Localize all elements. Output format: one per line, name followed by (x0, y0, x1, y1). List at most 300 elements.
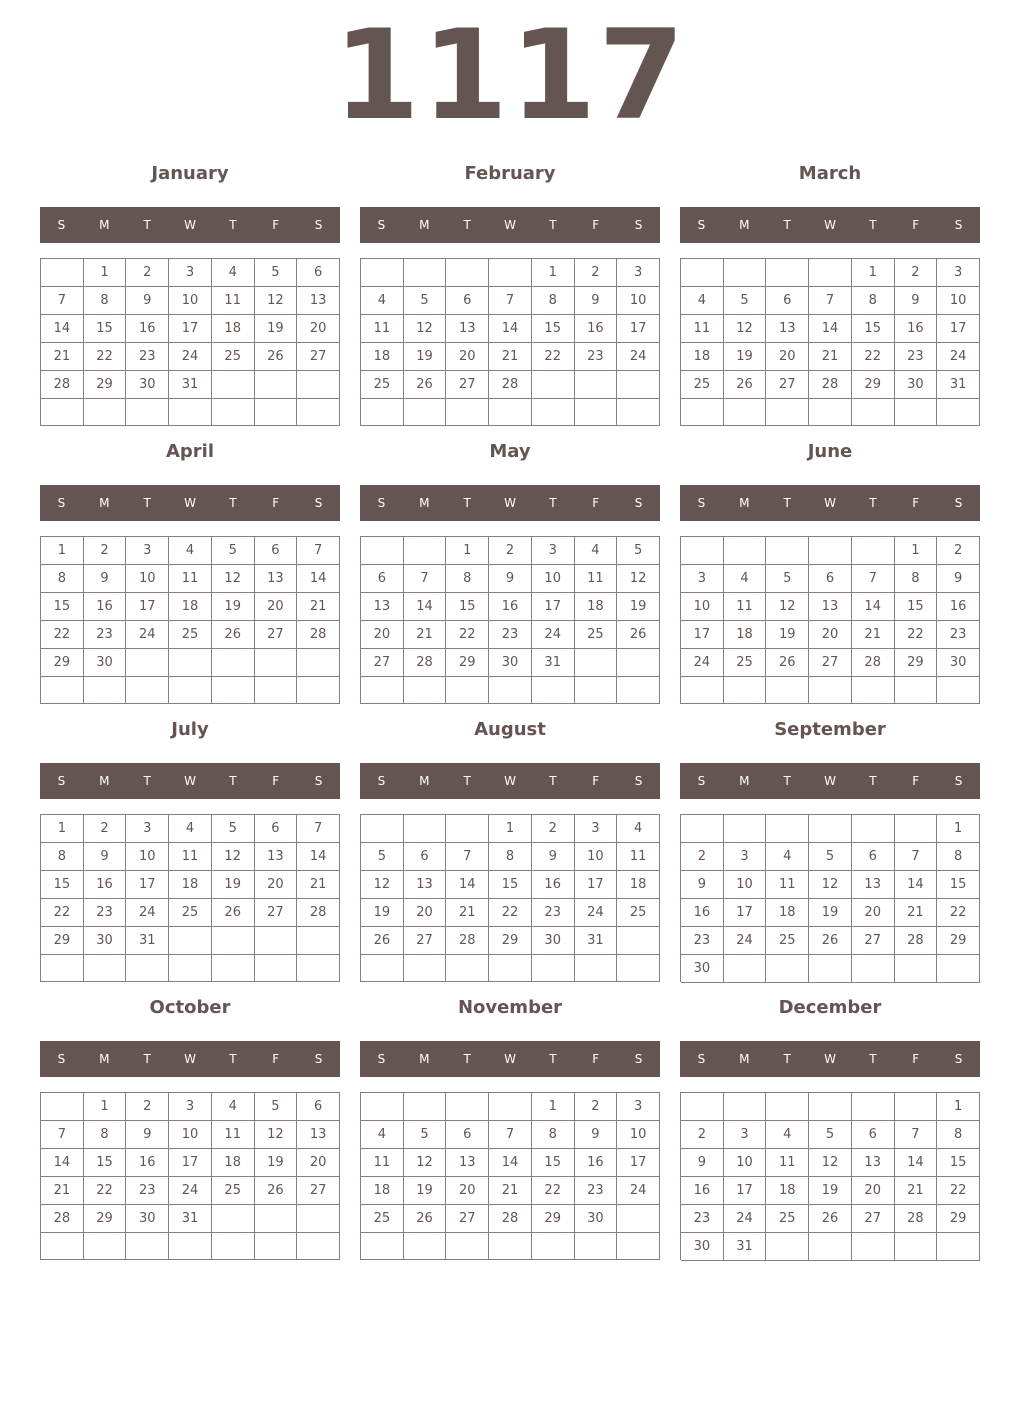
month-name: January (151, 163, 229, 184)
day-cell: 6 (766, 287, 809, 315)
day-cell: 18 (361, 343, 404, 371)
day-cell: 3 (617, 259, 660, 287)
day-cell: 25 (361, 371, 404, 399)
weekday-label: S (697, 1052, 706, 1066)
day-cell: 26 (617, 621, 660, 649)
empty-cell (937, 399, 980, 426)
day-cell: 7 (41, 1121, 84, 1149)
day-cell: 20 (255, 871, 298, 899)
day-grid (360, 536, 660, 704)
day-cell: 14 (404, 593, 447, 621)
day-cell: 23 (575, 1177, 618, 1205)
empty-cell (809, 1093, 852, 1121)
day-cell: 29 (84, 371, 127, 399)
day-cell: 31 (169, 371, 212, 399)
weekday-label: F (592, 496, 600, 510)
day-cell: 30 (84, 649, 127, 677)
day-cell: 16 (126, 1149, 169, 1177)
day-cell: 2 (681, 843, 724, 871)
day-cell: 26 (724, 371, 767, 399)
day-cell: 12 (809, 1149, 852, 1177)
day-cell: 9 (575, 287, 618, 315)
empty-cell (575, 955, 618, 982)
day-cell: 30 (126, 1205, 169, 1233)
day-cell: 12 (724, 315, 767, 343)
weekday-label: W (824, 218, 836, 232)
day-cell: 23 (532, 899, 575, 927)
day-cell: 28 (852, 649, 895, 677)
day-cell: 14 (41, 1149, 84, 1177)
day-cell: 21 (489, 343, 532, 371)
empty-cell (724, 677, 767, 704)
empty-cell (895, 955, 938, 983)
day-cell: 15 (532, 1149, 575, 1177)
day-cell: 13 (766, 315, 809, 343)
day-cell: 10 (575, 843, 618, 871)
weekday-label: W (824, 496, 836, 510)
month-may (360, 438, 660, 708)
day-cell: 13 (404, 871, 447, 899)
day-cell: 9 (681, 1149, 724, 1177)
empty-cell (297, 649, 340, 677)
empty-cell (169, 677, 212, 704)
day-cell: 21 (41, 1177, 84, 1205)
weekday-label: S (697, 496, 706, 510)
weekday-header (360, 207, 660, 243)
weekday-header (680, 207, 980, 243)
empty-cell (297, 955, 340, 982)
day-cell: 5 (809, 1121, 852, 1149)
day-cell: 5 (404, 1121, 447, 1149)
day-cell: 12 (404, 1149, 447, 1177)
day-cell: 27 (809, 649, 852, 677)
day-cell: 16 (126, 315, 169, 343)
day-cell: 10 (169, 287, 212, 315)
month-november (360, 994, 660, 1264)
empty-cell (169, 649, 212, 677)
day-cell: 18 (766, 1177, 809, 1205)
day-cell: 23 (937, 621, 980, 649)
empty-cell (255, 399, 298, 426)
day-cell: 13 (297, 287, 340, 315)
day-cell: 25 (361, 1205, 404, 1233)
day-cell: 20 (809, 621, 852, 649)
day-cell: 18 (724, 621, 767, 649)
day-cell: 30 (532, 927, 575, 955)
empty-cell (169, 955, 212, 982)
day-cell: 6 (255, 537, 298, 565)
day-cell: 10 (126, 565, 169, 593)
day-cell: 19 (212, 593, 255, 621)
day-cell: 27 (297, 343, 340, 371)
day-cell: 14 (297, 843, 340, 871)
day-cell: 5 (766, 565, 809, 593)
day-cell: 8 (895, 565, 938, 593)
weekday-header (40, 207, 340, 243)
empty-cell (126, 955, 169, 982)
empty-cell (489, 399, 532, 426)
day-cell: 16 (895, 315, 938, 343)
day-cell: 11 (766, 871, 809, 899)
day-cell: 22 (489, 899, 532, 927)
weekday-header (360, 485, 660, 521)
weekday-header (680, 485, 980, 521)
weekday-label: M (739, 1052, 750, 1066)
empty-cell (212, 399, 255, 426)
day-cell: 25 (766, 1205, 809, 1233)
day-cell: 4 (681, 287, 724, 315)
weekday-label: T (549, 496, 557, 510)
weekday-label: W (184, 218, 196, 232)
empty-cell (575, 1233, 618, 1260)
empty-cell (212, 1205, 255, 1233)
month-december (680, 994, 980, 1264)
day-cell: 29 (41, 649, 84, 677)
day-cell: 7 (41, 287, 84, 315)
day-cell: 12 (255, 1121, 298, 1149)
day-cell: 24 (126, 899, 169, 927)
day-cell: 24 (724, 1205, 767, 1233)
day-cell: 26 (809, 1205, 852, 1233)
empty-cell (404, 259, 447, 287)
day-cell: 7 (809, 287, 852, 315)
empty-cell (41, 677, 84, 704)
empty-cell (575, 399, 618, 426)
weekday-label: F (912, 774, 920, 788)
day-cell: 7 (489, 1121, 532, 1149)
weekday-label: S (377, 496, 386, 510)
day-cell: 14 (852, 593, 895, 621)
month-january (40, 160, 340, 430)
day-cell: 16 (532, 871, 575, 899)
day-cell: 22 (446, 621, 489, 649)
weekday-header (680, 1041, 980, 1077)
weekday-label: T (463, 218, 471, 232)
month-name: July (171, 719, 209, 740)
empty-cell (84, 677, 127, 704)
day-cell: 21 (895, 899, 938, 927)
empty-cell (532, 399, 575, 426)
day-cell: 2 (126, 259, 169, 287)
day-cell: 17 (169, 315, 212, 343)
day-cell: 10 (937, 287, 980, 315)
empty-cell (852, 1093, 895, 1121)
day-cell: 21 (297, 871, 340, 899)
day-cell: 11 (681, 315, 724, 343)
weekday-label: S (954, 1052, 963, 1066)
empty-cell (617, 1233, 660, 1260)
day-cell: 24 (575, 899, 618, 927)
day-cell: 24 (532, 621, 575, 649)
empty-cell (212, 1233, 255, 1260)
empty-cell (532, 677, 575, 704)
day-cell: 26 (766, 649, 809, 677)
empty-cell (361, 537, 404, 565)
weekday-label: S (697, 774, 706, 788)
day-grid (680, 814, 980, 982)
day-cell: 4 (575, 537, 618, 565)
empty-cell (212, 955, 255, 982)
empty-cell (937, 955, 980, 983)
day-cell: 27 (852, 1205, 895, 1233)
day-cell: 1 (532, 1093, 575, 1121)
day-cell: 1 (852, 259, 895, 287)
month-name: August (474, 719, 546, 740)
month-name: May (489, 441, 531, 462)
empty-cell (404, 815, 447, 843)
empty-cell (937, 677, 980, 704)
day-cell: 13 (852, 871, 895, 899)
day-cell: 11 (766, 1149, 809, 1177)
month-name: March (798, 163, 862, 184)
empty-cell (617, 649, 660, 677)
day-cell: 27 (255, 621, 298, 649)
empty-cell (617, 371, 660, 399)
empty-cell (681, 399, 724, 426)
day-cell: 15 (895, 593, 938, 621)
day-cell: 5 (212, 537, 255, 565)
day-cell: 6 (852, 1121, 895, 1149)
day-cell: 19 (404, 343, 447, 371)
day-cell: 3 (169, 1093, 212, 1121)
day-cell: 10 (724, 1149, 767, 1177)
day-cell: 11 (575, 565, 618, 593)
weekday-header (360, 1041, 660, 1077)
day-cell: 3 (126, 815, 169, 843)
empty-cell (895, 677, 938, 704)
empty-cell (489, 259, 532, 287)
day-cell: 12 (361, 871, 404, 899)
day-cell: 4 (361, 1121, 404, 1149)
day-cell: 27 (297, 1177, 340, 1205)
weekday-header (680, 763, 980, 799)
empty-cell (446, 1093, 489, 1121)
empty-cell (766, 815, 809, 843)
day-cell: 10 (532, 565, 575, 593)
day-cell: 30 (489, 649, 532, 677)
day-cell: 16 (84, 871, 127, 899)
empty-cell (255, 927, 298, 955)
empty-cell (255, 1205, 298, 1233)
empty-cell (255, 955, 298, 982)
empty-cell (617, 399, 660, 426)
day-cell: 17 (575, 871, 618, 899)
day-cell: 24 (126, 621, 169, 649)
weekday-label: M (99, 218, 110, 232)
day-cell: 8 (937, 1121, 980, 1149)
day-cell: 22 (84, 343, 127, 371)
month-name: September (774, 719, 886, 740)
day-cell: 7 (895, 1121, 938, 1149)
day-cell: 22 (84, 1177, 127, 1205)
day-cell: 6 (809, 565, 852, 593)
day-cell: 23 (489, 621, 532, 649)
weekday-label: T (463, 1052, 471, 1066)
weekday-label: T (783, 218, 791, 232)
day-cell: 23 (126, 343, 169, 371)
day-cell: 8 (41, 843, 84, 871)
day-cell: 31 (126, 927, 169, 955)
empty-cell (404, 1233, 447, 1260)
empty-cell (84, 1233, 127, 1260)
day-grid (680, 536, 980, 704)
weekday-label: T (869, 218, 877, 232)
day-cell: 9 (126, 287, 169, 315)
day-cell: 22 (532, 1177, 575, 1205)
day-cell: 6 (297, 259, 340, 287)
weekday-label: F (592, 1052, 600, 1066)
day-cell: 9 (532, 843, 575, 871)
empty-cell (41, 1093, 84, 1121)
day-cell: 3 (681, 565, 724, 593)
weekday-label: S (377, 774, 386, 788)
month-name: November (457, 997, 563, 1018)
day-cell: 22 (937, 899, 980, 927)
day-cell: 2 (681, 1121, 724, 1149)
weekday-label: W (824, 1052, 836, 1066)
weekday-label: T (143, 496, 151, 510)
day-cell: 17 (126, 871, 169, 899)
empty-cell (212, 371, 255, 399)
day-cell: 8 (852, 287, 895, 315)
empty-cell (404, 677, 447, 704)
day-cell: 20 (255, 593, 298, 621)
day-cell: 28 (895, 1205, 938, 1233)
weekday-label: S (314, 496, 323, 510)
day-cell: 4 (766, 1121, 809, 1149)
day-cell: 17 (937, 315, 980, 343)
day-grid (680, 258, 980, 426)
empty-cell (361, 815, 404, 843)
day-cell: 17 (617, 1149, 660, 1177)
day-cell: 25 (212, 343, 255, 371)
day-cell: 30 (895, 371, 938, 399)
day-cell: 28 (809, 371, 852, 399)
weekday-label: M (419, 774, 430, 788)
day-cell: 24 (681, 649, 724, 677)
day-cell: 4 (617, 815, 660, 843)
day-cell: 1 (532, 259, 575, 287)
empty-cell (446, 677, 489, 704)
day-cell: 2 (84, 815, 127, 843)
empty-cell (169, 399, 212, 426)
day-cell: 8 (532, 287, 575, 315)
empty-cell (446, 399, 489, 426)
day-cell: 30 (84, 927, 127, 955)
month-september (680, 716, 980, 986)
day-cell: 23 (895, 343, 938, 371)
empty-cell (84, 955, 127, 982)
day-cell: 17 (532, 593, 575, 621)
day-cell: 6 (404, 843, 447, 871)
day-cell: 21 (446, 899, 489, 927)
empty-cell (255, 649, 298, 677)
day-cell: 7 (852, 565, 895, 593)
weekday-label: F (592, 774, 600, 788)
day-cell: 28 (41, 371, 84, 399)
day-cell: 22 (895, 621, 938, 649)
empty-cell (404, 537, 447, 565)
day-cell: 19 (617, 593, 660, 621)
day-cell: 28 (489, 1205, 532, 1233)
day-cell: 26 (404, 371, 447, 399)
empty-cell (361, 677, 404, 704)
day-cell: 11 (361, 315, 404, 343)
empty-cell (617, 955, 660, 982)
day-grid (680, 1092, 980, 1260)
empty-cell (255, 1233, 298, 1260)
day-cell: 1 (84, 259, 127, 287)
day-cell: 16 (681, 1177, 724, 1205)
day-cell: 28 (41, 1205, 84, 1233)
empty-cell (532, 371, 575, 399)
day-cell: 14 (809, 315, 852, 343)
day-cell: 23 (681, 927, 724, 955)
day-cell: 5 (255, 1093, 298, 1121)
day-cell: 3 (126, 537, 169, 565)
day-cell: 13 (361, 593, 404, 621)
month-february (360, 160, 660, 430)
day-cell: 4 (724, 565, 767, 593)
day-cell: 16 (937, 593, 980, 621)
empty-cell (446, 815, 489, 843)
weekday-label: S (954, 496, 963, 510)
day-cell: 5 (809, 843, 852, 871)
weekday-label: F (592, 218, 600, 232)
day-cell: 4 (361, 287, 404, 315)
day-cell: 14 (41, 315, 84, 343)
day-cell: 5 (724, 287, 767, 315)
empty-cell (255, 677, 298, 704)
weekday-label: S (954, 774, 963, 788)
empty-cell (809, 955, 852, 983)
day-cell: 16 (575, 1149, 618, 1177)
day-cell: 17 (617, 315, 660, 343)
empty-cell (361, 1233, 404, 1260)
day-cell: 30 (681, 1233, 724, 1261)
weekday-label: W (184, 496, 196, 510)
day-cell: 15 (532, 315, 575, 343)
day-grid (360, 814, 660, 982)
day-cell: 29 (84, 1205, 127, 1233)
day-cell: 25 (724, 649, 767, 677)
day-cell: 19 (404, 1177, 447, 1205)
day-cell: 26 (809, 927, 852, 955)
day-cell: 13 (255, 565, 298, 593)
day-cell: 25 (766, 927, 809, 955)
day-cell: 15 (41, 593, 84, 621)
empty-cell (446, 259, 489, 287)
weekday-label: F (272, 1052, 280, 1066)
day-cell: 19 (766, 621, 809, 649)
day-cell: 10 (126, 843, 169, 871)
weekday-label: S (697, 218, 706, 232)
weekday-label: T (229, 1052, 237, 1066)
weekday-label: T (143, 774, 151, 788)
day-cell: 17 (724, 899, 767, 927)
weekday-label: T (869, 1052, 877, 1066)
weekday-label: W (504, 774, 516, 788)
empty-cell (489, 1233, 532, 1260)
empty-cell (404, 399, 447, 426)
empty-cell (575, 649, 618, 677)
day-cell: 14 (895, 871, 938, 899)
day-cell: 14 (446, 871, 489, 899)
weekday-label: S (634, 774, 643, 788)
empty-cell (766, 1093, 809, 1121)
empty-cell (297, 927, 340, 955)
day-cell: 14 (489, 315, 532, 343)
